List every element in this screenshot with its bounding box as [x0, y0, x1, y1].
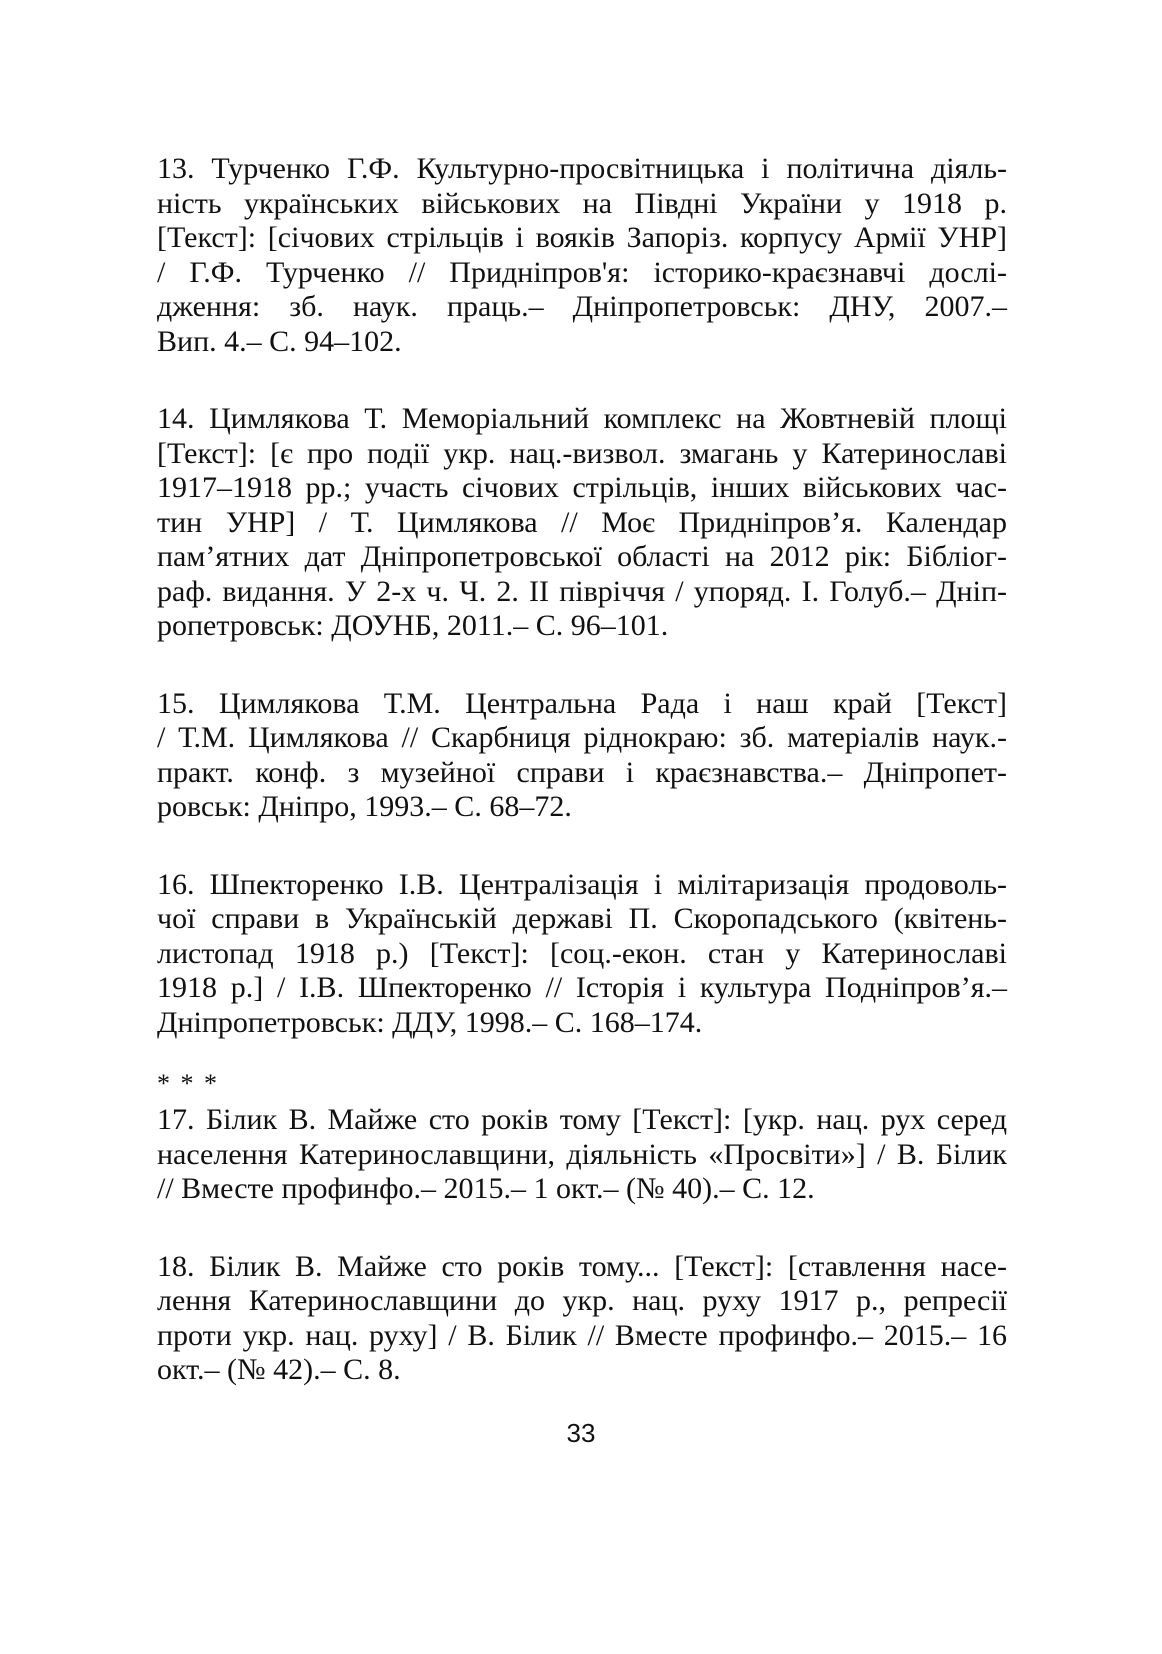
entry-line: Вип. 4.– С. 94–102. [157, 324, 402, 358]
entry-line: [Текст]: [є про події укр. нац.-визвол. змагань у Катеринославі [157, 436, 1007, 470]
entry-line: ність українських військових на Півдні України у 1918 р. [157, 186, 1007, 220]
entry-line: тин УНР] / Т. Цимлякова // Моє Придніпров’я. Календар [157, 505, 1007, 539]
entry-line: дження: зб. наук. праць.– Дніпропетровськ: ДНУ, 2007.– [157, 290, 1007, 323]
entry-line: ровськ: Дніпро, 1993.– С. 68–72. [157, 790, 572, 823]
entry-line: 13. Турченко Г.Ф. Культурно-просвітницька і політична діяль- [157, 152, 1007, 185]
entry-line: окт.– (№ 42).– С. 8. [157, 1353, 401, 1386]
bibliography-entry-18 [157, 1250, 1007, 1388]
entry-line: 15. Цимлякова Т.М. Центральна Рада і наш край [Текст] [157, 686, 1007, 720]
entry-line: 1917–1918 рр.; участь січових стрільців, інших військових час- [157, 471, 1007, 504]
entry-line: листопад 1918 р.) [Текст]: [соц.-екон. стан у Катеринославі [157, 936, 1007, 970]
entry-line: / Т.М. Цимлякова // Скарбниця ріднокраю: зб. матеріалів наук.- [157, 721, 1007, 754]
bibliography-entry-16 [157, 868, 1007, 1041]
entry-line: 14. Цимлякова Т. Меморіальний комплекс на Жовтневій площі [157, 402, 1007, 435]
section-separator: * * * [157, 1069, 219, 1098]
entry-line: 1918 р.] / І.В. Шпекторенко // Історія і культура Подніпров’я.– [157, 971, 1007, 1004]
entry-line: 17. Білик В. Майже сто років тому [Текст]: [укр. нац. рух серед [157, 1103, 1007, 1136]
entry-line: ропетровськ: ДОУНБ, 2011.– С. 96–101. [157, 609, 669, 642]
entry-line: лення Катеринославщини до укр. нац. руху 1917 р., репресії [157, 1284, 1007, 1317]
page-number: 33 [566, 1418, 596, 1448]
entry-line: проти укр. нац. руху] / В. Білик // Вместе профинфо.– 2015.– 16 [157, 1318, 1007, 1352]
bibliography-list [157, 152, 1007, 1431]
entry-line: // Вместе профинфо.– 2015.– 1 окт.– (№ 40).– С. 12. [157, 1172, 815, 1205]
entry-line: [Текст]: [січових стрільців і вояків Запоріз. корпусу Армії УНР] [157, 221, 1007, 254]
entry-line: практ. конф. з музейної справи і краєзнавства.– Дніпропет- [157, 755, 1007, 789]
entry-line: 18. Білик В. Майже сто років тому... [Текст]: [ставлення насе- [157, 1249, 1007, 1283]
bibliography-entry-13 [157, 152, 1007, 359]
entry-line: / Г.Ф. Турченко // Придніпров'я: історико-краєзнавчі дослі- [157, 255, 1007, 289]
entry-line: населення Катеринославщини, діяльність «Просвіти»] / В. Білик [157, 1137, 1007, 1171]
entry-line: чої справи в Українській державі П. Скоропадського (квітень- [157, 902, 1007, 935]
bibliography-entry-15 [157, 687, 1007, 825]
bibliography-entry-14 [157, 402, 1007, 644]
entry-line: пам’ятних дат Дніпропетровської області на 2012 рік: Бібліог- [157, 540, 1007, 573]
entry-line: раф. видання. У 2-х ч. Ч. 2. II півріччя / упоряд. І. Голуб.– Дніп- [157, 574, 1007, 608]
entry-line: 16. Шпекторенко І.В. Централізація і мілітаризація продоволь- [157, 867, 1007, 901]
bibliography-entry-17 [157, 1103, 1007, 1207]
entry-line: Дніпропетровськ: ДДУ, 1998.– С. 168–174. [157, 1005, 703, 1039]
